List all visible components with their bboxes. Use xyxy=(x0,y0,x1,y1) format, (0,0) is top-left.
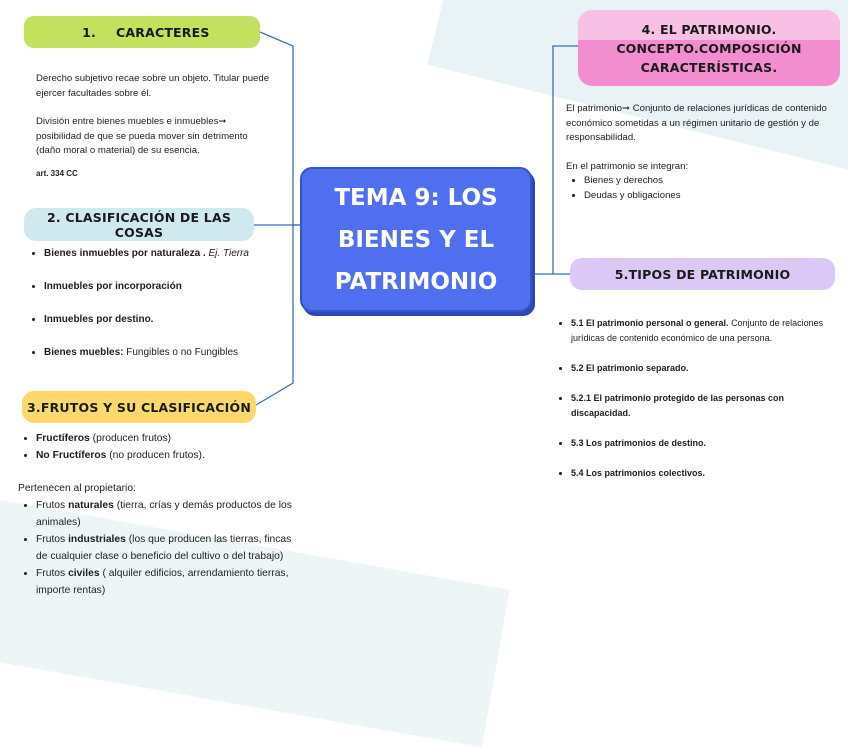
section3-title: 3.FRUTOS Y SU CLASIFICACIÓN xyxy=(27,399,251,415)
section5-header[interactable] xyxy=(570,258,835,290)
section3-owner-label: Pertenecen al propietario: xyxy=(18,483,136,494)
section3-body xyxy=(18,430,304,599)
list-item: • Frutos industriales (los que producen las tierras, fincas de cualquier clase o beneficio del cultivo o del trabajo) xyxy=(36,531,304,565)
section5-title: 5.TIPOS DE PATRIMONIO xyxy=(614,266,791,282)
list-item: • Inmuebles por destino. xyxy=(44,313,290,326)
central-topic[interactable] xyxy=(300,167,532,312)
section4-para2: En el patrimonio se integran: xyxy=(566,160,689,172)
section1-reference: art. 334 CC xyxy=(36,168,78,178)
section2-list xyxy=(30,247,290,359)
section3-header[interactable] xyxy=(22,391,256,423)
list-item: • 5.2 El patrimonio separado. xyxy=(571,361,842,376)
section4-title-line3: CARACTERÍSTICAS. xyxy=(640,59,778,75)
section4-title-line1: 4. EL PATRIMONIO. xyxy=(641,21,777,37)
section3-list-b xyxy=(18,497,304,599)
section1-para2: División entre bienes muebles e inmuebles➞ posibilidad de que se pueda mover sin detrimento (daño moral o material) de su esencia. xyxy=(36,116,248,156)
list-item: • No Fructíferos (no producen frutos). xyxy=(36,447,304,464)
section5-body xyxy=(560,316,842,496)
section1-body xyxy=(36,72,274,181)
list-item: • Bienes y derechos xyxy=(584,174,841,189)
section4-title-line2: CONCEPTO.COMPOSICIÓN xyxy=(616,40,802,56)
list-item: • Frutos civiles ( alquiler edificios, arrendamiento tierras, importe rentas) xyxy=(36,565,304,599)
section1-title: CARACTERES xyxy=(116,24,210,40)
section2-body xyxy=(30,247,290,379)
section4-body xyxy=(566,102,841,203)
section4-para1: El patrimonio➞ Conjunto de relaciones jurídicas de contenido económico sometidas a un régimen unitario de gestión y de responsabilidad. xyxy=(566,103,827,143)
section4-list xyxy=(566,174,841,203)
section1-para1: Derecho subjetivo recae sobre un objeto. Titular puede ejercer facultades sobre él. xyxy=(36,73,270,99)
section2-title: 2. CLASIFICACIÓN DE LAS COSAS xyxy=(46,209,232,240)
list-item: • Inmuebles por incorporación xyxy=(44,280,290,293)
central-title: TEMA 9: LOS BIENES Y EL PATRIMONIO xyxy=(334,184,498,295)
list-item: • Deudas y obligaciones xyxy=(584,189,841,204)
list-item: • 5.2.1 El patrimonio protegido de las personas con discapacidad. xyxy=(571,391,842,421)
section3-list-a xyxy=(18,430,304,464)
section1-header[interactable] xyxy=(24,16,260,48)
section4-header[interactable] xyxy=(578,10,840,86)
list-item: • 5.1 El patrimonio personal o general. Conjunto de relaciones jurídicas de contenido económico de una persona. xyxy=(571,316,842,346)
section2-header[interactable] xyxy=(24,208,254,241)
list-item: • Bienes muebles: Fungibles o no Fungibles xyxy=(44,346,290,359)
list-item: • 5.4 Los patrimonios colectivos. xyxy=(571,466,842,481)
section1-number: 1. xyxy=(82,24,96,40)
section5-list xyxy=(560,316,842,481)
list-item: • Fructíferos (producen frutos) xyxy=(36,430,304,447)
list-item: • Bienes inmuebles por naturaleza . Ej. Tierra xyxy=(44,247,290,260)
list-item: • 5.3 Los patrimonios de destino. xyxy=(571,436,842,451)
list-item: • Frutos naturales (tierra, crías y demás productos de los animales) xyxy=(36,497,304,531)
